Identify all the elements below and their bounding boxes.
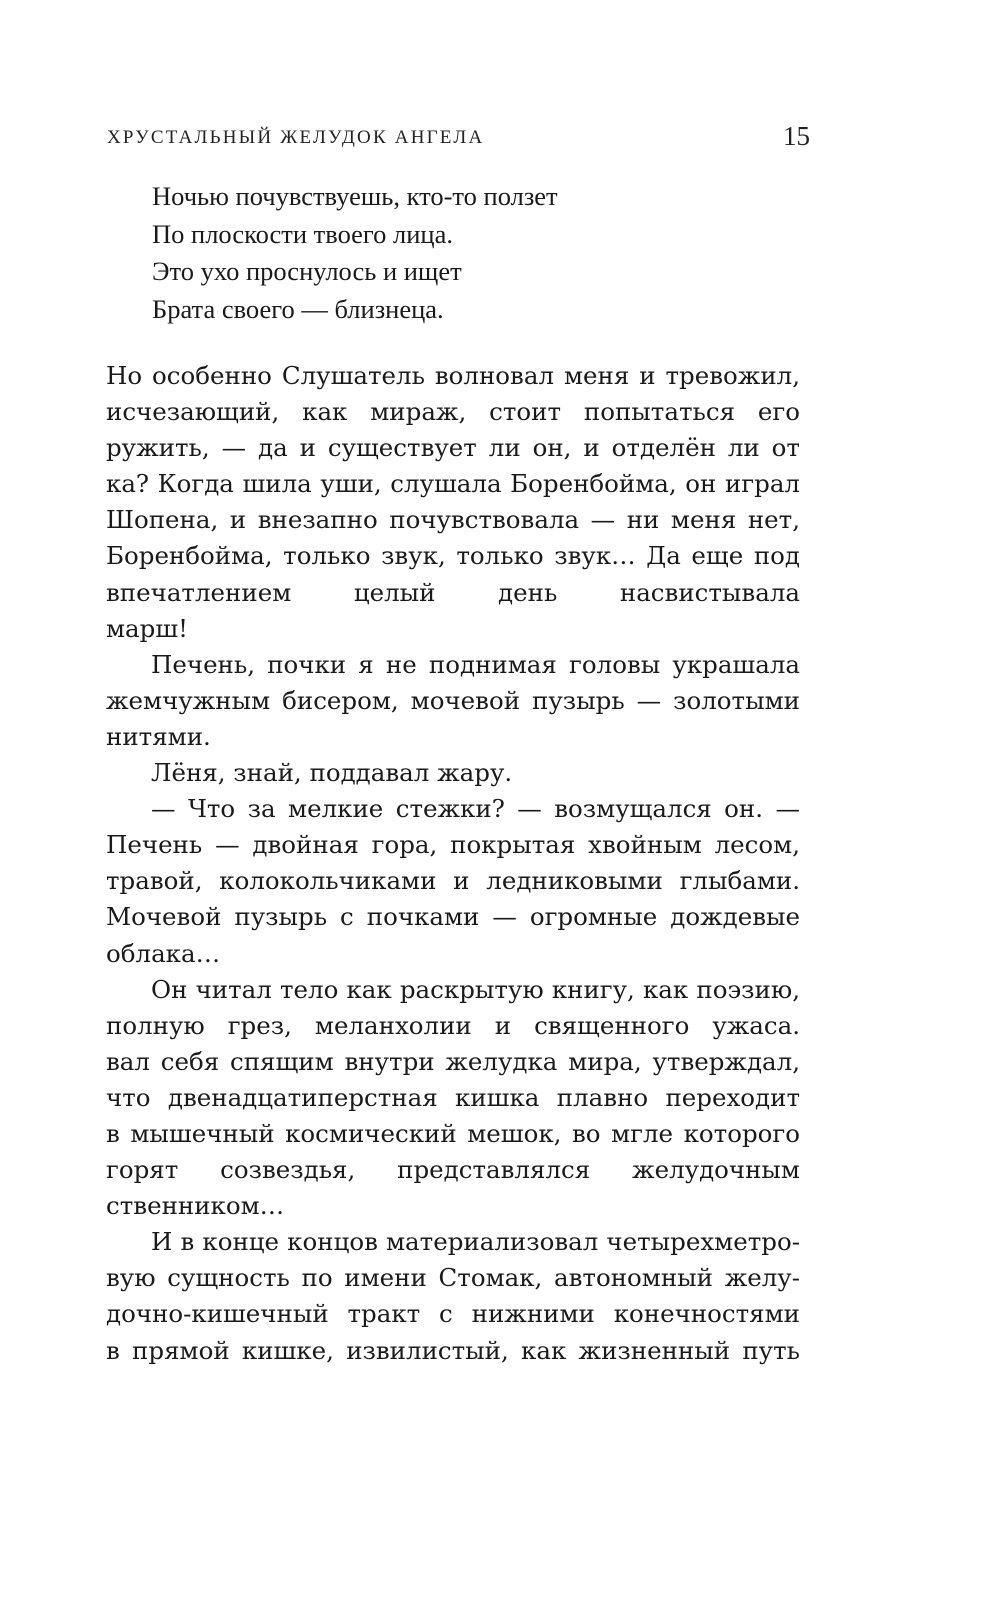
text-line: Лёня, знай, поддавал жару. xyxy=(151,758,513,788)
poem-line: По плоскости твоего лица. xyxy=(152,218,453,249)
page-number: 15 xyxy=(783,121,810,151)
text-line: дочно-кишечный тракт с нижними конечностями xyxy=(106,1299,800,1329)
prose-body xyxy=(106,358,800,1369)
text-line: Боренбойма, только звук, только звук… Да еще под xyxy=(106,541,800,571)
text-line: Печень — двойная гора, покрытая хвойным лесом, xyxy=(106,830,800,860)
text-line: что двенадцатиперстная кишка плавно переходит xyxy=(106,1082,800,1112)
book-title: ХРУСТАЛЬНЫЙ ЖЕЛУДОК АНГЕЛА xyxy=(107,127,485,148)
text-line: в мышечный космический мешок, во мгле которого xyxy=(106,1118,800,1148)
text-line: Шопена, и внезапно почувствовала — ни меня нет, xyxy=(106,505,800,535)
text-line: травой, колокольчиками и ледниковыми глыбами. xyxy=(106,866,800,896)
text-line: полную грез, меланхолии и священного ужаса. xyxy=(106,1010,800,1040)
text-line: Но особенно Слушатель волновал меня и тревожил, xyxy=(106,361,800,390)
text-line: Печень, почки я не поднимая головы украшала xyxy=(151,649,800,679)
text-line: жемчужным бисером, мочевой пузырь — золотыми xyxy=(106,685,800,715)
text-line: ственником… xyxy=(106,1191,285,1221)
poem-line: Брата своего — близнеца. xyxy=(152,293,444,324)
running-head xyxy=(107,121,810,157)
text-line: облака… xyxy=(106,938,221,968)
text-line: исчезающий, как мираж, стоит попытаться его xyxy=(106,397,800,427)
text-line: нитями. xyxy=(106,721,211,751)
text-line: Он читал тело как раскрытую книгу, как поэзию, xyxy=(151,974,800,1004)
poem-stanza xyxy=(152,178,558,328)
text-line: вал себя спящим внутри желудка мира, утверждал, xyxy=(106,1046,800,1076)
text-line: вую сущность по имени Стомак, автономный желу- xyxy=(106,1263,800,1293)
text-line: впечатлением целый день насвистывала xyxy=(106,577,800,607)
text-line: ружить, — да и существует ли он, и отделён ли от xyxy=(106,433,800,463)
text-line: горят созвездья, представлялся желудочным xyxy=(106,1155,800,1185)
text-line: И в конце концов материализовал четырехметро- xyxy=(151,1227,800,1257)
text-line: Мочевой пузырь с почками — огромные дождевые xyxy=(106,902,800,932)
text-line: в прямой кишке, извилистый, как жизненный путь xyxy=(106,1335,800,1365)
text-line: — Что за мелкие стежки? — возмущался он. — xyxy=(151,794,800,824)
poem-line: Ночью почувствуешь, кто-то ползет xyxy=(152,181,558,211)
text-line: марш! xyxy=(106,613,188,643)
poem-line: Это ухо проснулось и ищет xyxy=(152,256,462,286)
text-line: ка? Когда шила уши, слушала Боренбойма, он играл xyxy=(106,469,800,499)
